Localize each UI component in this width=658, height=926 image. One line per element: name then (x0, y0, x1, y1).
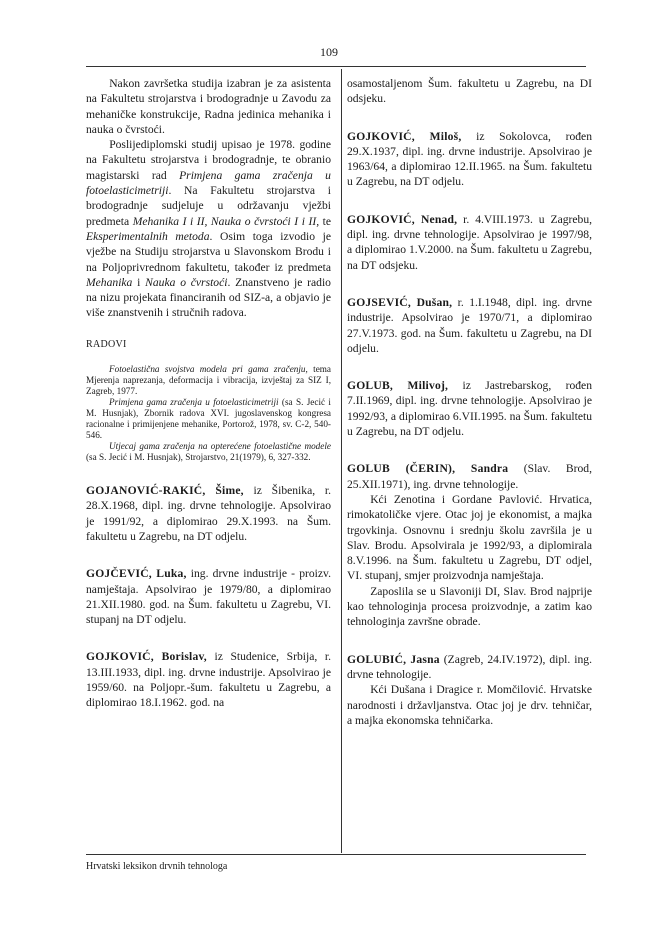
entry-paragraph: Zaposlila se u Slavoniji DI, Slav. Brod najprije kao tehnologinja procesa proizvodnje, a zatim kao tehnologinja završne obrade. (347, 584, 592, 629)
references-list (86, 364, 331, 463)
course-title: Mehanika (86, 275, 133, 289)
entry-headword: GOJSEVIĆ, Dušan, (347, 295, 453, 309)
entry-headword: GOLUB, Milivoj, (347, 379, 449, 393)
paragraph (86, 137, 331, 321)
entry-body: (Slav. Brod, 25.XII.1971), ing. drvne tehnologije. (347, 462, 592, 491)
course-title: Nauka o čvrstoći (145, 275, 228, 289)
course-title: Eksperimentalnih metoda (86, 229, 210, 243)
section-heading-radovi: RADOVI (86, 338, 127, 350)
right-column (347, 76, 592, 750)
header-rule (86, 66, 586, 67)
reference-title: Utjecaj gama zračenja na opterećene fotoelastične modele (109, 441, 331, 452)
entry-headword: GOJKOVIĆ, Miloš, (347, 129, 462, 143)
text: te (319, 214, 332, 228)
reference-title: Primjena gama zračenja u fotoelasticimetriji (109, 397, 279, 408)
thesis-title: Primjena gama zračenja u fotoelasticimetriji (86, 168, 331, 198)
text: i (132, 275, 146, 289)
entry-headword: GOJKOVIĆ, Borislav, (86, 650, 207, 664)
lexicon-entry (86, 483, 331, 544)
entry-body: ing. drvne industrije - proizv. namještaja. Apsolvirao je 1979/80, a diplomirao 21.XII.1980. god. na Šum. fakultetu u Zagrebu, VI. stupanj na DT odjelu. (86, 567, 331, 627)
entry-text (86, 649, 331, 710)
reference-item (86, 364, 331, 397)
entry-text (347, 295, 592, 356)
entry-body: r. 4.VIII.1973. u Zagrebu, dipl. ing. drvne tehnologije. Apsolvirao je 1997/98, a diplomirao 1.V.2000. na Šum. fakultetu u Zagrebu, na DT odsjeku. (347, 212, 593, 272)
entry-text: osamostaljenom Šum. fakultetu u Zagrebu, na DI odsjeku. (347, 77, 592, 106)
reference-details: (sa S. Jecić i M. Husnjak), Zbornik radova XVI. jugoslavenskog kongresa racionalne i primijenjene mehanike, Portorož, 1978, sv. C-2, 540-546. (86, 397, 331, 441)
paragraph: Nakon završetka studija izabran je za asistenta na Fakultetu strojarstva i brodogradnje u Zavodu za mehaničke konstrukcije, Radna jedinica mehanika i nauka o čvrstoći. (86, 77, 331, 136)
footer-rule (86, 854, 586, 855)
entry-text (347, 212, 592, 273)
entry-paragraph: Kći Dušana i Dragice r. Momčilović. Hrvatske narodnosti i državljanstva. Otac joj je drv. tehničar, a majka ekonomska tehničarka. (347, 683, 592, 727)
text: Poslijediplomski studij upisao je 1978. godine na Fakultetu strojarstva i brodogradnje, te obranio magistarski rad (86, 138, 331, 182)
column-divider (341, 69, 342, 853)
entry-headword: GOJANOVIĆ-RAKIĆ, Šime, (86, 484, 244, 498)
entry-headword: GOJČEVIĆ, Luka, (86, 567, 187, 581)
reference-item (86, 397, 331, 441)
course-title: Mehanika I i II, Nauka o čvrstoći I i II, (132, 214, 320, 228)
text: . Na Fakultetu strojarstva i brodogradnje sudjeluje u održavanju vježbi predmeta (86, 184, 331, 228)
entry-text (86, 483, 331, 544)
reference-details: (sa S. Jecić i M. Husnjak), Strojarstvo, 21(1979), 6, 327-332. (86, 452, 311, 463)
left-column (86, 76, 331, 733)
entry-headword: GOLUB (ČERIN), Sandra (347, 462, 509, 476)
lexicon-entry (347, 212, 592, 273)
reference-title: Fotoelastična svojstva modela pri gama zračenju, (109, 364, 308, 375)
lexicon-entry (347, 129, 592, 190)
page-number: 109 (320, 45, 338, 59)
text: . Znanstveno je radio na nizu projekata financiranih od SIZ-a, a objavio je više znanstvenih i stručnih radova. (86, 275, 331, 320)
entry-paragraph: Kći Zenotina i Gordane Pavlović. Hrvatica, rimokatoličke vjere. Otac joj je ekonomist, a majka trgovkinja. Osnovnu i srednju školu završila je u Slav. Brodu. Apsolvirala je 1992/93, a diplomirala 8.V.1996. na Šum. fakultetu u Zagrebu, DT odjel, VI. stupanj, smjer proizvodnja namještaja. (347, 492, 592, 583)
reference-item (86, 441, 331, 463)
entry-text (347, 129, 592, 190)
footer-text: Hrvatski leksikon drvnih tehnologa (86, 861, 228, 872)
entry-text (347, 378, 592, 439)
entry-body: iz Jastrebarskog, rođen 7.II.1969, dipl. ing. drvne tehnologije. Apsolvirao je 1992/93, a diplomirao 6.VII.1995. na Šum. fakultetu u Zagrebu, na DT odjelu. (347, 379, 592, 439)
entry-text (347, 461, 592, 492)
lexicon-entry (347, 461, 592, 629)
reference-details: tema Mjerenja naprezanja, deformacija i vibracija, izvještaj za SIZ I, Zagreb, 1977. (86, 364, 331, 397)
lexicon-entry (347, 295, 592, 356)
entry-headword: GOJKOVIĆ, Nenad, (347, 212, 458, 226)
entry-body: iz Sokolovca, rođen 29.X.1937, dipl. ing. drvne industrije. Apsolvirao je 1963/64, a diplomirao 12.II.1965. na Šum. fakultetu u Zagrebu, na DT odjelu. (347, 129, 592, 189)
entry-body: iz Studenice, Srbija, r. 13.III.1933, dipl. ing. drvne industrije. Apsolvirao je 1959/60. na Poljopr.-šum. fakultetu u Zagrebu, a diplomirao 18.I.1962. god. na (86, 650, 331, 710)
lexicon-entry (347, 652, 592, 728)
entry-text (86, 566, 331, 627)
lexicon-entry (86, 566, 331, 627)
text: . Osim toga izvodio je vježbe na Studiju strojarstva u Slavonskom Brodu i na Poljoprivrednom fakultetu, također iz predmeta (86, 229, 331, 274)
lexicon-entry (86, 649, 331, 710)
entry-body: (Zagreb, 24.IV.1972), dipl. ing. drvne tehnologije. (347, 652, 592, 681)
entry-continuation (347, 76, 592, 107)
entry-body: iz Šibenika, r. 28.X.1968, dipl. ing. drvne tehnologije. Apsolvirao je 1991/92, a diplomirao 29.X.1993. na Šum. fakultetu u Zagrebu, na DT odjelu. (86, 484, 331, 543)
entry-text (347, 652, 592, 683)
lexicon-entry (347, 378, 592, 439)
entry-body: r. 1.I.1948, dipl. ing. drvne industrije. Apsolvirao je 1970/71, a diplomirao 27.V.1973. god. na Šum. fakultetu u Zagrebu, na DI odjelu. (347, 295, 593, 355)
entry-headword: GOLUBIĆ, Jasna (347, 652, 440, 666)
